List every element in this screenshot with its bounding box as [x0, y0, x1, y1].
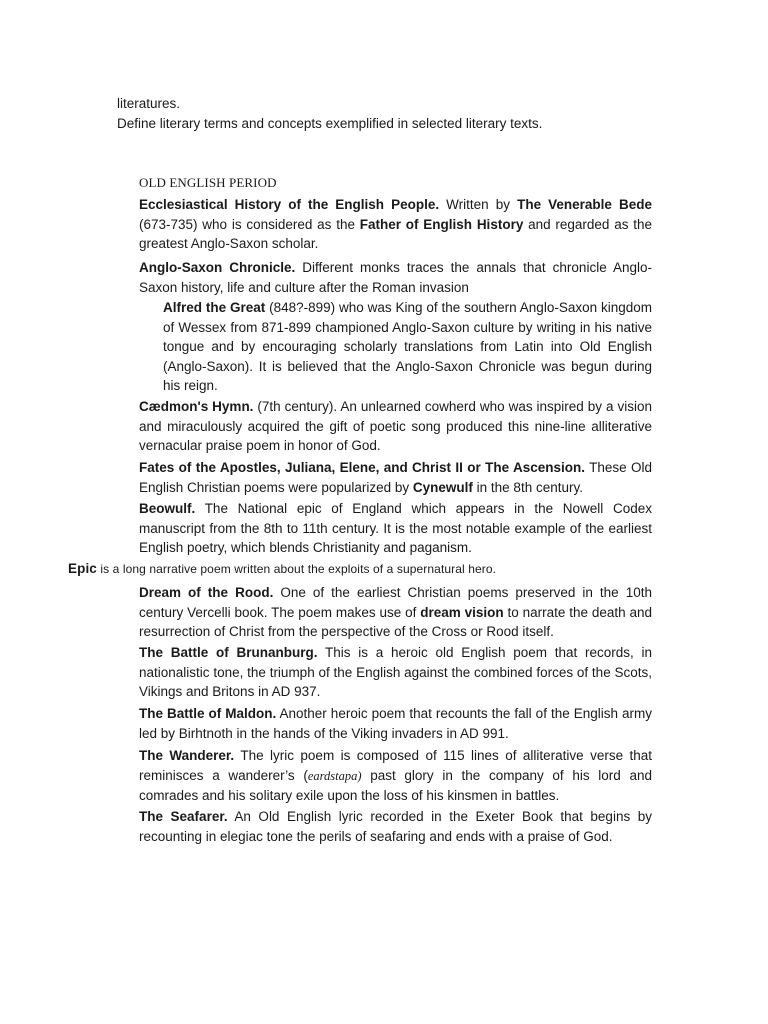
- entry-title: The Battle of Brunanburg.: [139, 645, 318, 660]
- intro-line-2: Define literary terms and concepts exemplified in selected literary texts.: [117, 115, 543, 131]
- epic-term: Epic: [68, 561, 97, 576]
- entry-anglo-saxon-chronicle: Anglo-Saxon Chronicle. Different monks traces the annals that chronicle Anglo-Saxon history, life and culture after the Roman invasion: [139, 260, 652, 295]
- entry-fates-of-the-apostles: Fates of the Apostles, Juliana, Elene, and Christ II or The Ascension. These Old English Christian poems were popularized by Cynewulf in the 8th century.: [139, 460, 652, 495]
- intro-line-1: literatures.: [117, 96, 181, 111]
- entry-title: Alfred the Great: [163, 300, 266, 315]
- intro-text: [117, 94, 717, 133]
- entry-title: Dream of the Rood.: [139, 585, 274, 600]
- entry-title: The Battle of Maldon.: [139, 706, 277, 721]
- entry-title: Anglo-Saxon Chronicle.: [139, 260, 296, 275]
- entry-beowulf: Beowulf. The National epic of England which appears in the Nowell Codex manuscript from the 8th to 11th century. It is the most notable example of the earliest English poetry, which blends Christianity and paganism.: [139, 501, 652, 555]
- entry-battle-of-maldon: The Battle of Maldon. Another heroic poem that recounts the fall of the English army led by Birhtnoth in the hands of the Viking invaders in AD 991.: [139, 706, 652, 741]
- entry-title: Cædmon's Hymn.: [139, 399, 254, 414]
- section-heading: OLD ENGLISH PERIOD: [139, 175, 277, 190]
- entry-ecclesiastical: Ecclesiastical History of the English People. Written by The Venerable Bede (673-735) who is considered as the Father of English History and regarded as the greatest Anglo-Saxon scholar.: [139, 197, 652, 251]
- entry-title: Beowulf.: [139, 501, 196, 516]
- entry-battle-of-brunanburg: The Battle of Brunanburg. This is a heroic old English poem that records, in nationalistic tone, the triumph of the English against the combined forces of the Scots, Vikings and Britons in AD 937.: [139, 645, 652, 699]
- entry-title: Ecclesiastical History of the English People.: [139, 197, 440, 212]
- entry-title: The Wanderer.: [139, 748, 235, 763]
- entry-title: Fates of the Apostles, Juliana, Elene, and Christ II or The Ascension.: [139, 460, 585, 475]
- entry-title: The Seafarer.: [139, 809, 228, 824]
- entry-dream-of-the-rood: Dream of the Rood. One of the earliest Christian poems preserved in the 10th century Vercelli book. The poem makes use of dream vision to narrate the death and resurrection of Christ from the perspective of the Cross or Rood itself.: [139, 585, 652, 639]
- entry-alfred-the-great: Alfred the Great (848?-899) who was King of the southern Anglo-Saxon kingdom of Wessex from 871-899 championed Anglo-Saxon culture by writing in his native tongue and by encouraging scholarly translations from Latin into Old English (Anglo-Saxon). It is believed that the Anglo-Saxon Chronicle was begun during his reign.: [163, 300, 652, 393]
- epic-definition: Epic is a long narrative poem written about the exploits of a supernatural hero.: [68, 561, 497, 576]
- entry-caedmons-hymn: Cædmon's Hymn. (7th century). An unlearned cowherd who was inspired by a vision and miraculously acquired the gift of poetic song produced this nine-line alliterative vernacular praise poem in honor of God.: [139, 399, 652, 453]
- entry-the-wanderer: The Wanderer. The lyric poem is composed of 115 lines of alliterative verse that reminisces a wanderer’s (eardstapa) past glory in the company of his lord and comrades and his solitary exile upon the loss of his kinsmen in battles.: [139, 748, 653, 803]
- entry-the-seafarer: The Seafarer. An Old English lyric recorded in the Exeter Book that begins by recounting in elegiac tone the perils of seafaring and ends with a praise of God.: [139, 809, 652, 844]
